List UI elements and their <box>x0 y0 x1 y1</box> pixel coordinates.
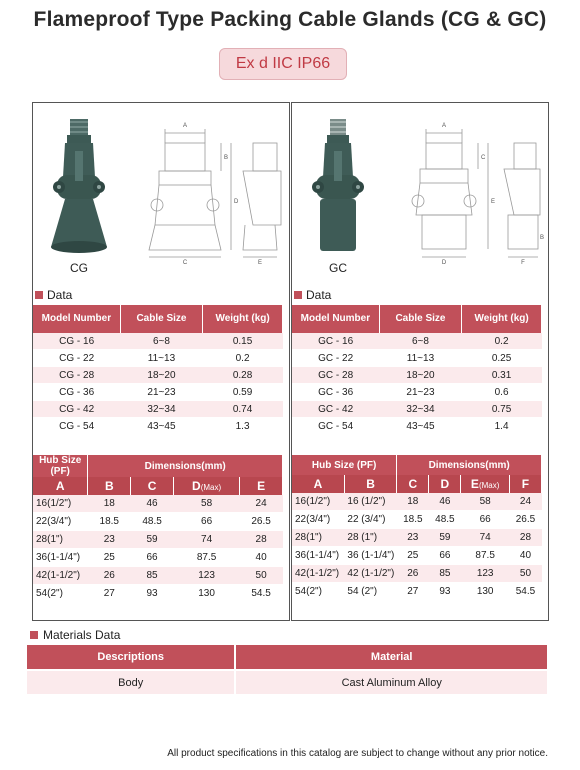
cg-col-weight: Weight (kg) <box>203 305 283 333</box>
bullet-square-icon <box>30 631 38 639</box>
gc-dimension-table: Hub Size (PF) Dimensions(mm) A B C D E(Max) F 16(1/2") 16 (1/2") 18 46 58 24 22(3/4") 22 (3/4") 18.5 48.5 66 26.5 28(1") 28 (1") 23 59 74 28 36(1-1/4") 36 (1-1/4") 25 66 87.5 40 42(1-1/2") 42 (1-1/2") 26 85 123 50 54(2") 54 (2") 27 93 130 54.5 <box>292 455 542 601</box>
bullet-square-icon <box>294 291 302 299</box>
gc-label-f: F <box>521 260 525 265</box>
table-row: 28(1") 23 59 74 28 <box>33 531 283 549</box>
cg-label-c: C <box>182 260 188 265</box>
gc-data-table <box>292 305 542 435</box>
table-row: GC - 54 43~45 1.4 <box>292 418 542 435</box>
table-row: CG - 42 32~34 0.74 <box>33 401 283 418</box>
table-row: 16(1/2") 16 (1/2") 18 46 58 24 <box>292 493 542 511</box>
page-title: Flameproof Type Packing Cable Glands (CG & GC) <box>33 8 547 31</box>
cg-dim-header: Dimensions(mm) <box>88 455 283 477</box>
cg-col-cable: Cable Size <box>120 305 202 333</box>
rating-badge: Ex d IIC IP66 <box>219 48 347 80</box>
gc-label-d: D <box>441 260 447 265</box>
cg-label-b: B <box>224 155 229 161</box>
table-row: 54(2") 54 (2") 27 93 130 54.5 <box>292 583 542 601</box>
materials-heading: Materials Data <box>30 628 120 642</box>
materials-col-descriptions: Descriptions <box>27 645 235 670</box>
gc-hub-header: Hub Size (PF) <box>292 455 397 475</box>
cg-dimension-table: Hub Size (PF) Dimensions(mm) A B C D(Max) E 16(1/2") 18 46 58 24 22(3/4") 18.5 48.5 66 26.5 28(1") 23 59 74 28 36(1-1/4") 25 66 87.5 40 42(1-1/2") 26 85 123 50 54(2") 27 93 130 54.5 <box>33 455 283 603</box>
cg-data-table <box>33 305 283 435</box>
cg-data-heading: Data <box>35 288 72 302</box>
materials-table <box>27 645 549 694</box>
table-row: CG - 54 43~45 1.3 <box>33 418 283 435</box>
gc-col-model: Model Number <box>292 305 379 333</box>
gc-caption: GC <box>329 261 347 275</box>
cg-product-photo <box>43 117 115 262</box>
table-row: GC - 36 21~23 0.6 <box>292 384 542 401</box>
cg-caption: CG <box>70 261 88 275</box>
table-row: CG - 36 21~23 0.59 <box>33 384 283 401</box>
bullet-square-icon <box>35 291 43 299</box>
table-row: 36(1-1/4") 25 66 87.5 40 <box>33 549 283 567</box>
cg-dimension-drawing <box>125 115 285 265</box>
cg-col-model: Model Number <box>33 305 120 333</box>
table-row: 28(1") 28 (1") 23 59 74 28 <box>292 529 542 547</box>
gc-label-e: E <box>491 199 496 205</box>
table-row: CG - 28 18~20 0.28 <box>33 367 283 384</box>
table-row: CG - 16 6~8 0.15 <box>33 333 283 350</box>
table-row: Body Cast Aluminum Alloy <box>27 670 548 694</box>
gc-dimension-drawing <box>384 115 544 265</box>
gc-data-heading: Data <box>294 288 331 302</box>
table-row: 36(1-1/4") 36 (1-1/4") 25 66 87.5 40 <box>292 547 542 565</box>
gc-label-b: B <box>540 235 544 241</box>
gc-col-cable: Cable Size <box>379 305 461 333</box>
cg-label-a: A <box>182 123 188 129</box>
gc-label-a: A <box>441 123 447 129</box>
table-row: GC - 42 32~34 0.75 <box>292 401 542 418</box>
gc-product-photo <box>302 117 374 262</box>
gc-panel <box>291 102 549 621</box>
cg-panel <box>32 102 290 621</box>
table-row: 42(1-1/2") 26 85 123 50 <box>33 567 283 585</box>
table-row: 42(1-1/2") 42 (1-1/2") 26 85 123 50 <box>292 565 542 583</box>
table-row: CG - 22 11~13 0.2 <box>33 350 283 367</box>
cg-label-d: D <box>234 199 239 205</box>
materials-col-material: Material <box>235 645 548 670</box>
disclaimer-footer: All product specifications in this catalog are subject to change without any prior notice. <box>167 748 548 759</box>
table-row: GC - 28 18~20 0.31 <box>292 367 542 384</box>
table-row: 54(2") 27 93 130 54.5 <box>33 585 283 603</box>
gc-label-c: C <box>481 155 486 161</box>
table-row: 22(3/4") 18.5 48.5 66 26.5 <box>33 513 283 531</box>
gc-dim-header: Dimensions(mm) <box>397 455 542 475</box>
cg-hub-header: Hub Size (PF) <box>33 455 88 477</box>
gc-col-weight: Weight (kg) <box>462 305 542 333</box>
table-row: 16(1/2") 18 46 58 24 <box>33 495 283 513</box>
table-row: 22(3/4") 22 (3/4") 18.5 48.5 66 26.5 <box>292 511 542 529</box>
table-row: GC - 16 6~8 0.2 <box>292 333 542 350</box>
table-row: GC - 22 11~13 0.25 <box>292 350 542 367</box>
cg-label-e: E <box>257 260 263 265</box>
